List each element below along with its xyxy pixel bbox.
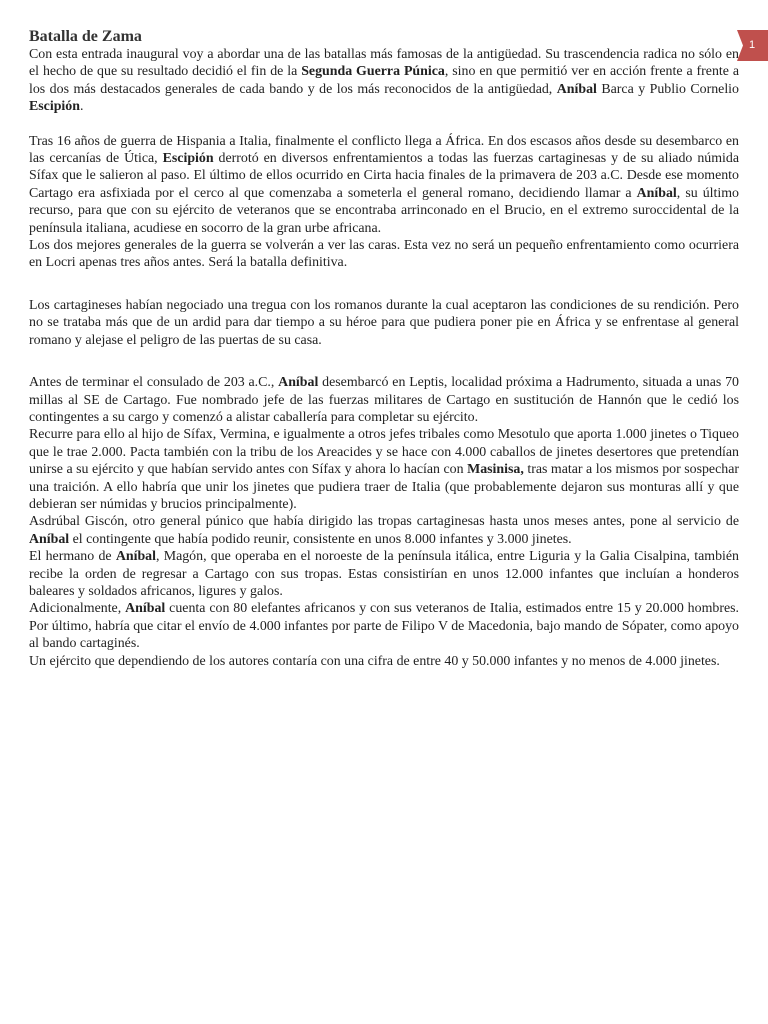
paragraph [29,374,739,426]
paragraph-spacer [29,272,739,297]
paragraph-text: , sino en que permitió ver en acción frente a frente a los dos más destacados generales de cada bando y de los más reconocidos de la antigüedad, [29,64,739,97]
bold-text: Segunda Guerra Púnica [301,64,445,80]
paragraph-spacer [29,116,739,133]
paragraph-text: desembarcó en Leptis, localidad próxima a Hadrumento, situada a unas 70 millas al SE de Cartago. Fue nombrado jefe de las fuerzas militares de Cartago en sustitución de Hannón que le cedió los contingentes a su cargo y comenzó a alistar caballería para completar su ejército. [29,375,739,425]
paragraph-text: , Magón, que operaba en el noroeste de la península itálica, entre Liguria y la Galia Cisalpina, también recibe la orden de regresar a Cartago con sus tropas. Estas consistirían en unos 12.000 infantes que incluían a honderos baleares y soldados africanos, ligures y galos. [29,549,739,599]
bold-text: Aníbal [636,185,677,201]
paragraph-spacer [29,349,739,374]
paragraph-text: Los dos mejores generales de la guerra se volverán a ver las caras. Esta vez no será un pequeño enfrentamiento como ocurriera en Locri apenas tres años antes. Será la batalla definitiva. [29,238,739,271]
paragraph-text: Recurre para ello al hijo de Sífax, Vermina, e igualmente a otros jefes tribales como Mesotulo que aporta 1.000 jinetes o Tiqueo que le trae 2.000. Pacta también con la tribu de los Areacides y se hace con 4.000 caballos de jinetes desertores que pretendían unirse a su ejército y que habían servido antes con Sífax y ahora lo hacían con [29,427,739,478]
paragraph-text: el contingente que había podido reunir, consistente en unos 8.000 infantes y 3.000 jinetes. [69,531,572,547]
document-body [29,46,739,670]
paragraph-text: cuenta con 80 elefantes africanos y con sus veteranos de Italia, estimados entre 15 y 20.000 hombres. Por último, habría que citar el envío de 4.000 infantes por parte de Filipo V de Macedonia, bajo mando de Sópater, como apoyo al bando cartaginés. [29,601,739,652]
bold-text: Masinisa, [467,462,524,478]
paragraph-text: derrotó en diversos enfrentamientos a todas las fuerzas cartaginesas y de su aliado númida Sífax que le salieron al paso. El último de ellos ocurrido en Cirta hacia finales de la primavera de 203 a.C. Desde ese momento Cartago era asfixiada por el cerco al que comenzaba a someterla el general romano, decidiendo llamar a [29,151,739,201]
paragraph-text: Un ejército que dependiendo de los autores contaría con una cifra de entre 40 y 50.000 infantes y no menos de 4.000 jinetes. [29,653,720,669]
bold-text: Aníbal [556,81,597,97]
document-page [29,28,739,670]
paragraph-text: Barca y Publio Cornelio [596,81,739,97]
paragraph-text: Los cartagineses habían negociado una tregua con los romanos durante la cual aceptaron las condiciones de su rendición. Pero no se trataba más que de un ardid para dar tiempo a su héroe para que pudiera poner pie en África y se enfrentase al general romano y alejase el peligro de las puertas de su casa. [29,297,739,348]
paragraph-text: Antes de terminar el consulado de 203 a.C., [29,375,279,391]
paragraph [29,46,739,116]
paragraph-text: . [79,99,84,115]
paragraph [29,548,739,600]
page-number: 1 [749,39,756,51]
paragraph-text: Tras 16 años de guerra de Hispania a Italia, finalmente el conflicto llega a África. En dos escasos años desde su desembarco en las cercanías de Útica, [29,133,739,167]
paragraph [29,297,739,349]
paragraph [29,600,739,652]
document-title: Batalla de Zama [29,28,142,45]
paragraph [29,426,739,513]
paragraph [29,513,739,548]
paragraph [29,653,739,670]
paragraph-text: , su último recurso, para que con su ejército de veteranos que se encontraba arrinconado en el Brucio, en el extremo suroccidental de la península italiana, acudiese en socorro de la gran urbe africana. [29,185,739,236]
bold-text: Aníbal [278,375,319,391]
paragraph-text: Adicionalmente, [29,601,126,617]
bold-text: Escipión [162,151,214,167]
page-number-tab [737,30,768,61]
paragraph-text: Con esta entrada inaugural voy a abordar una de las batallas más famosas de la antigüedad. Su trascendencia radica no sólo en el hecho de que su resultado decidió el fin de la [29,47,739,80]
bold-text: Escipión [29,99,80,115]
paragraph [29,237,739,272]
bold-text: Aníbal [115,549,156,565]
paragraph [29,133,739,237]
paragraph-text: tras matar a los mismos por sospechar una traición. A ello habría que unir los jinetes que pudiera traer de Italia (que probablemente dejaron sus monturas allí y que debieran ser númidas y brucios principalmente). [29,462,739,512]
bold-text: Aníbal [29,531,70,547]
bold-text: Aníbal [125,601,166,617]
paragraph-text: Asdrúbal Giscón, otro general púnico que había dirigido las tropas cartaginesas hasta unos meses antes, pone al servicio de [29,514,739,530]
paragraph-text: El hermano de [29,549,116,565]
